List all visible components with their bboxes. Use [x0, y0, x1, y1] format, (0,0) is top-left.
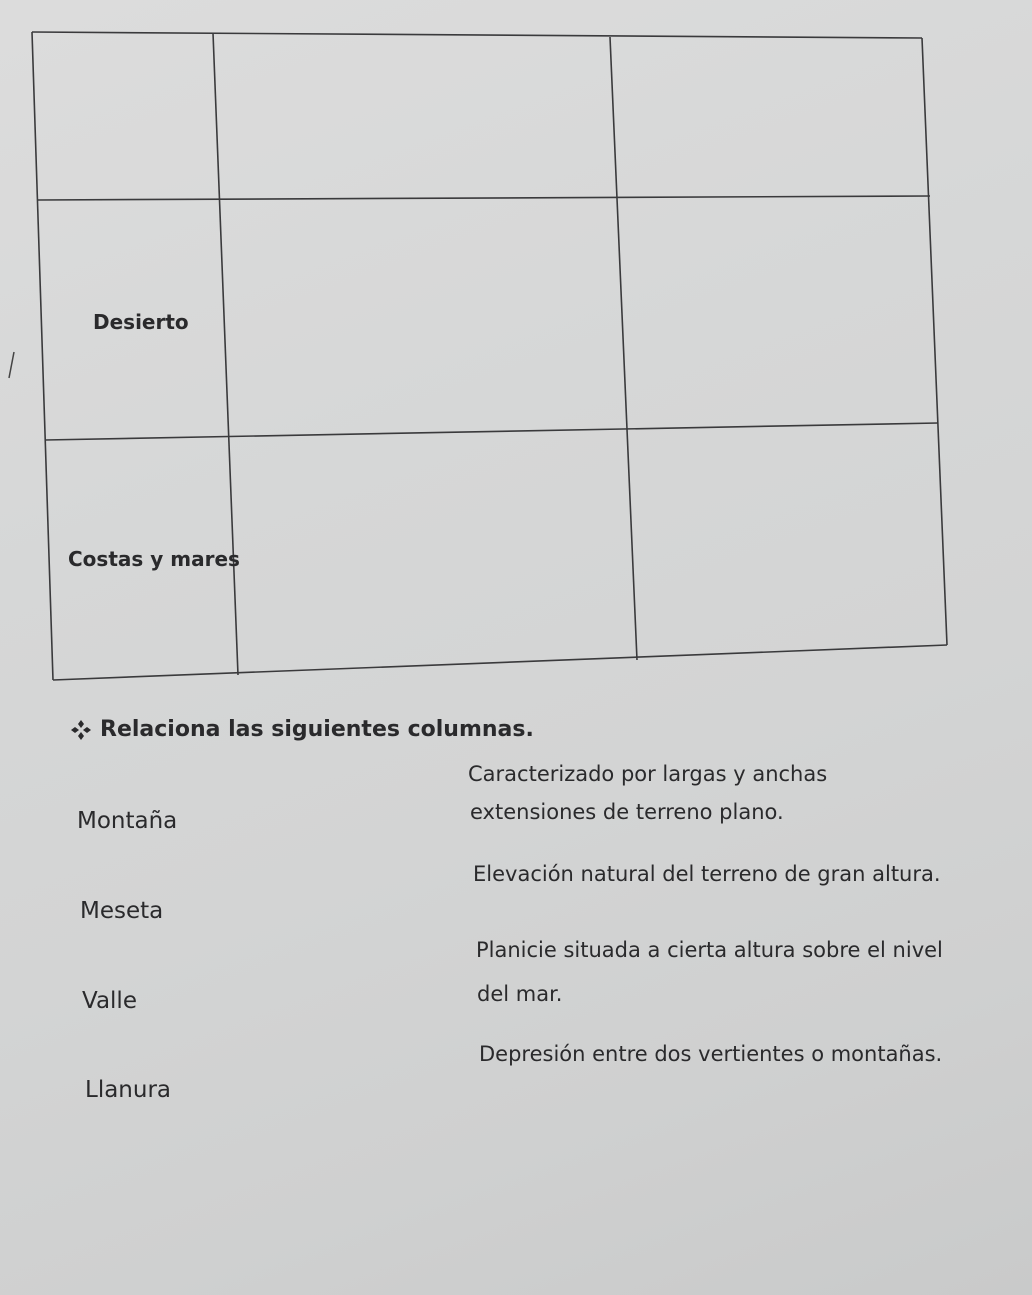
- table-row-divider-1: [38, 196, 930, 200]
- definition-llanura-line-2: extensiones de terreno plano.: [470, 800, 784, 824]
- definition-montana: Elevación natural del terreno de gran altura.: [473, 862, 941, 886]
- definition-llanura-line-1: Caracterizado por largas y anchas: [468, 762, 828, 786]
- table-row-divider-2: [45, 423, 938, 440]
- term-llanura: Llanura: [85, 1077, 172, 1103]
- term-valle: Valle: [82, 988, 137, 1014]
- definition-meseta-line-2: del mar.: [477, 982, 563, 1006]
- table-left-border: [32, 32, 53, 680]
- four-diamond-bullet-icon: [70, 719, 92, 741]
- definition-meseta-line-1: Planicie situada a cierta altura sobre el nivel: [476, 938, 943, 962]
- instruction-text: Relaciona las siguientes columnas.: [100, 717, 534, 742]
- term-meseta: Meseta: [80, 898, 164, 924]
- table-right-border: [922, 38, 947, 645]
- term-montana: Montaña: [77, 808, 178, 834]
- definition-valle: Depresión entre dos vertientes o montañas.: [479, 1042, 943, 1066]
- table-column-divider-1: [213, 33, 238, 675]
- table-row-label-costas-y-mares: Costas y mares: [68, 547, 240, 571]
- table-column-divider-2: [610, 37, 637, 660]
- table-row-label-desierto: Desierto: [93, 310, 189, 334]
- instruction-line: [70, 717, 534, 742]
- pencil-mark: [0, 350, 20, 380]
- table-top-border: [32, 32, 922, 38]
- table-bottom-border: [53, 645, 947, 680]
